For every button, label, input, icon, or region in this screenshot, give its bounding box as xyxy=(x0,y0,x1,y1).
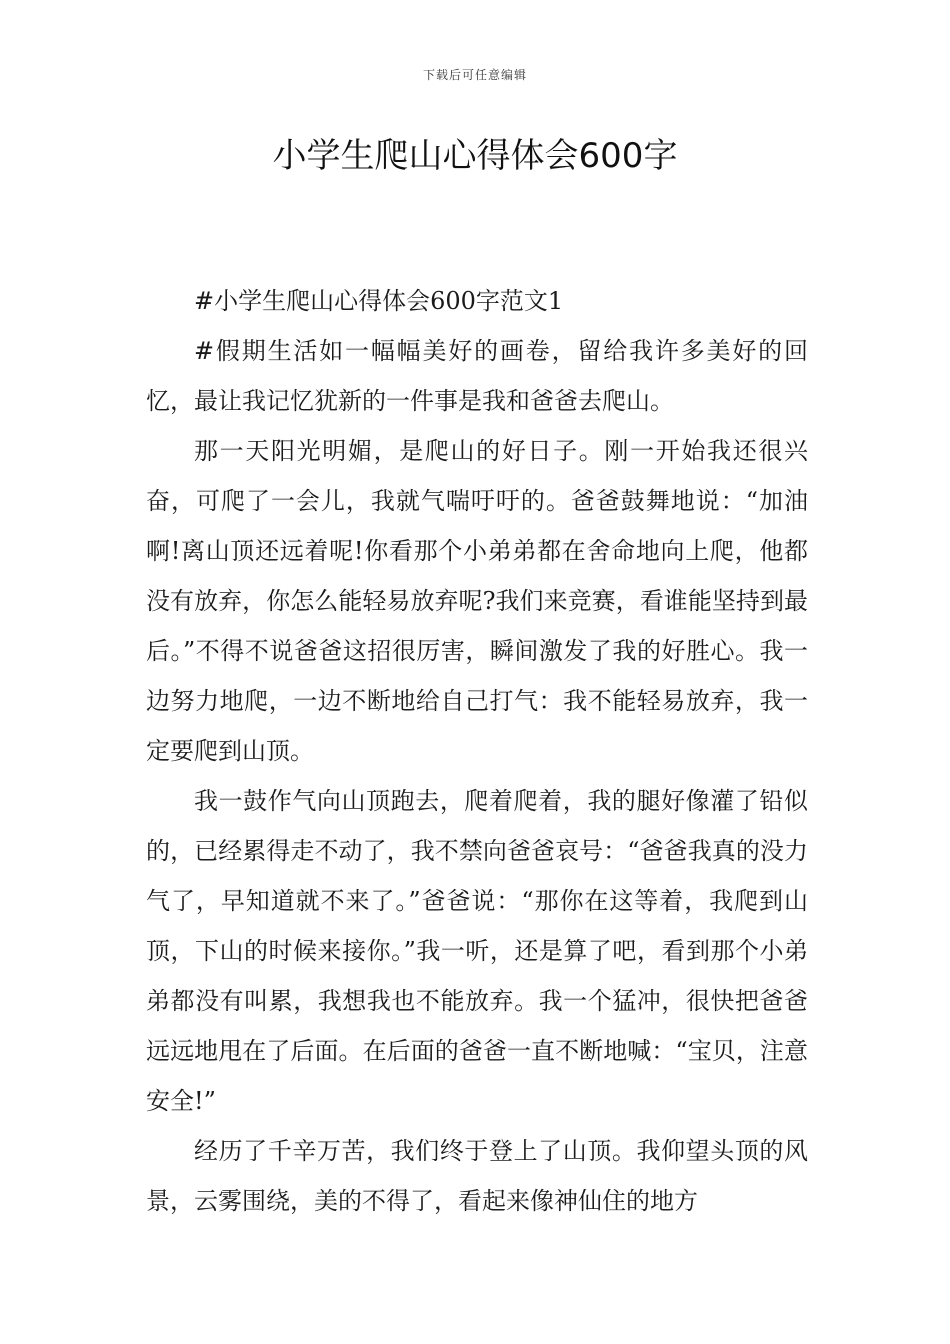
document-title: 小学生爬山心得体会600字 xyxy=(272,136,678,176)
paragraph: 那一天阳光明媚，是爬山的好日子。刚一开始我还很兴奋，可爬了一会儿，我就气喘吁吁的。爸爸鼓舞地说：“加油啊!离山顶还远着呢!你看那个小弟弟都在舍命地向上爬，他都没有放弃，你怎么能轻易放弃呢?我们来竞赛，看谁能坚持到最后。”不得不说爸爸这招很厉害，瞬间激发了我的好胜心。我一边努力地爬，一边不断地给自己打气：我不能轻易放弃，我一定要爬到山顶。 xyxy=(146,437,808,765)
paragraph: 经历了千辛万苦，我们终于登上了山顶。我仰望头顶的风景，云雾围绕，美的不得了，看起来像神仙住的地方 xyxy=(146,1137,808,1215)
paragraph: #假期生活如一幅幅美好的画卷，留给我许多美好的回忆，最让我记忆犹新的一件事是我和爸爸去爬山。 xyxy=(146,337,808,415)
header-note: 下载后可任意编辑 xyxy=(422,68,527,82)
document-body xyxy=(146,276,808,1226)
paragraph-heading: #小学生爬山心得体会600字范文1 xyxy=(194,287,564,315)
paragraph: 我一鼓作气向山顶跑去，爬着爬着，我的腿好像灌了铅似的，已经累得走不动了，我不禁向爸爸哀号：“爸爸我真的没力气了，早知道就不来了。”爸爸说：“那你在这等着，我爬到山顶，下山的时候来接你。”我一听，还是算了吧，看到那个小弟弟都没有叫累，我想我也不能放弃。我一个猛冲，很快把爸爸远远地甩在了后面。在后面的爸爸一直不断地喊：“宝贝，注意安全!” xyxy=(146,787,808,1115)
